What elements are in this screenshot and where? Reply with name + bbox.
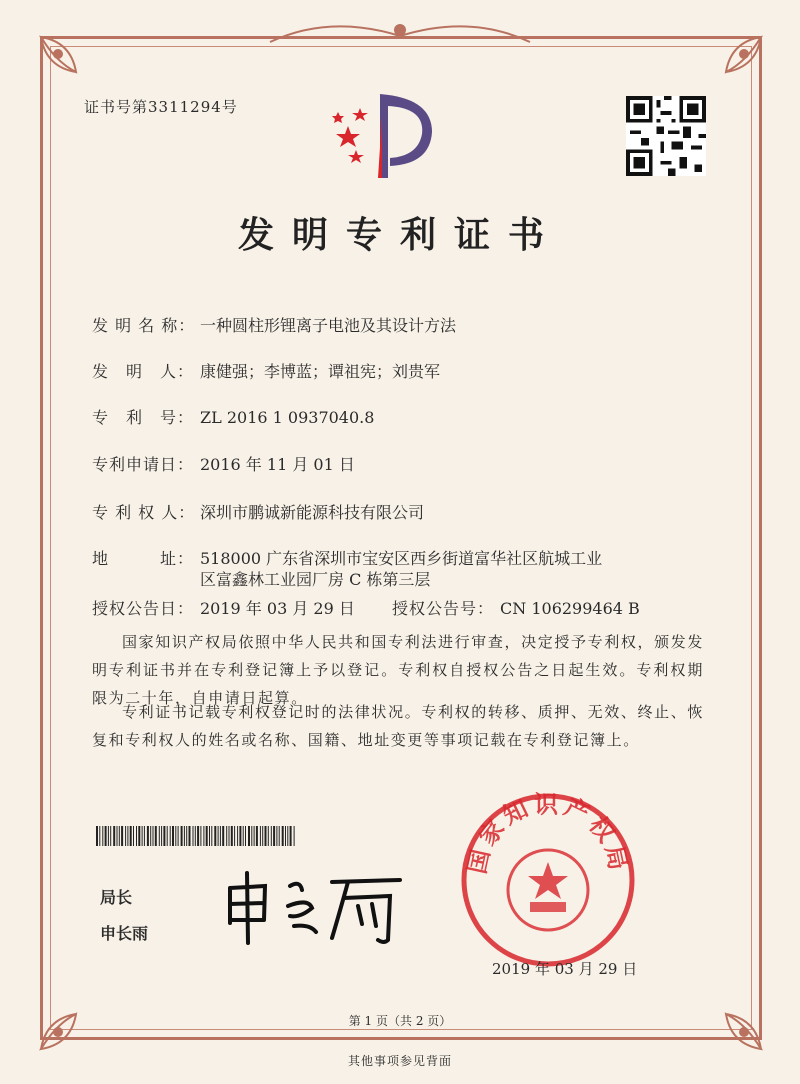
official-seal-icon xyxy=(458,790,638,970)
patentee-row xyxy=(92,500,424,523)
cnipa-emblem-icon xyxy=(330,86,450,186)
patent-number-value: ZL 2016 1 0937040.8 xyxy=(200,408,375,427)
invention-name-label: 发 明 名 称： xyxy=(92,316,196,335)
director-signature xyxy=(220,868,410,948)
corner-ornament-icon xyxy=(36,32,106,102)
corner-ornament-icon xyxy=(696,32,766,102)
grant-number-value: CN 106299464 B xyxy=(500,599,640,618)
filing-date-label: 专利申请日： xyxy=(92,455,195,474)
address-label: 地 址： xyxy=(92,549,195,568)
inventors-value: 康健强；李博蓝；谭祖宪；刘贵军 xyxy=(200,362,441,381)
filing-date-row xyxy=(92,452,355,475)
qr-code-icon xyxy=(626,96,706,176)
statement-paragraph: 专利证书记载专利权登记时的法律状况。专利权的转移、质押、无效、终止、恢复和专利权人的姓名或名称、国籍、地址变更等事项记载在专利登记簿上。 xyxy=(92,703,704,749)
patent-number-label: 专 利 号： xyxy=(92,408,195,427)
patentee-value: 深圳市鹏诚新能源科技有限公司 xyxy=(200,503,425,522)
patentee-label: 专 利 权 人： xyxy=(92,503,196,522)
inventors-label: 发 明 人： xyxy=(92,362,195,381)
certificate-number: 证书号第3311294号 xyxy=(84,98,238,116)
seal-text: 国家知识产权局 xyxy=(461,790,635,877)
top-ornament-icon xyxy=(260,14,540,48)
invention-name-value: 一种圆柱形锂离子电池及其设计方法 xyxy=(200,316,457,335)
filing-date-value: 2016 年 11 月 01 日 xyxy=(200,455,355,474)
address-line-2: 区富鑫林工业园厂房 C 栋第三层 xyxy=(200,570,431,589)
page-title: 发明专利证书 xyxy=(237,214,562,256)
grant-number-row xyxy=(392,596,640,619)
footer-note: 其他事项参见背面 xyxy=(347,1054,452,1068)
invention-name-row xyxy=(92,313,456,336)
address-line-1: 518000 广东省深圳市宝安区西乡街道富华社区航城工业 xyxy=(200,549,603,568)
address-row xyxy=(92,546,602,569)
director-name: 申长雨 xyxy=(100,924,149,943)
page-number: 第 1 页（共 2 页） xyxy=(348,1014,452,1028)
grant-number-label: 授权公告号： xyxy=(392,599,495,618)
grant-date-label: 授权公告日： xyxy=(92,599,195,618)
statement-paragraph: 国家知识产权局依照中华人民共和国专利法进行审查，决定授予专利权，颁发发明专利证书并在专利登记簿上予以登记。专利权自授权公告之日起生效。专利权期限为二十年，自申请日起算。 xyxy=(92,633,704,707)
grant-date-row xyxy=(92,596,355,619)
seal-date: 2019 年 03 月 29 日 xyxy=(492,960,638,978)
director-title: 局长 xyxy=(100,888,133,907)
barcode-icon xyxy=(96,826,296,846)
patent-number-row xyxy=(92,405,374,428)
inventors-row xyxy=(92,359,440,382)
grant-date-value: 2019 年 03 月 29 日 xyxy=(200,599,355,618)
